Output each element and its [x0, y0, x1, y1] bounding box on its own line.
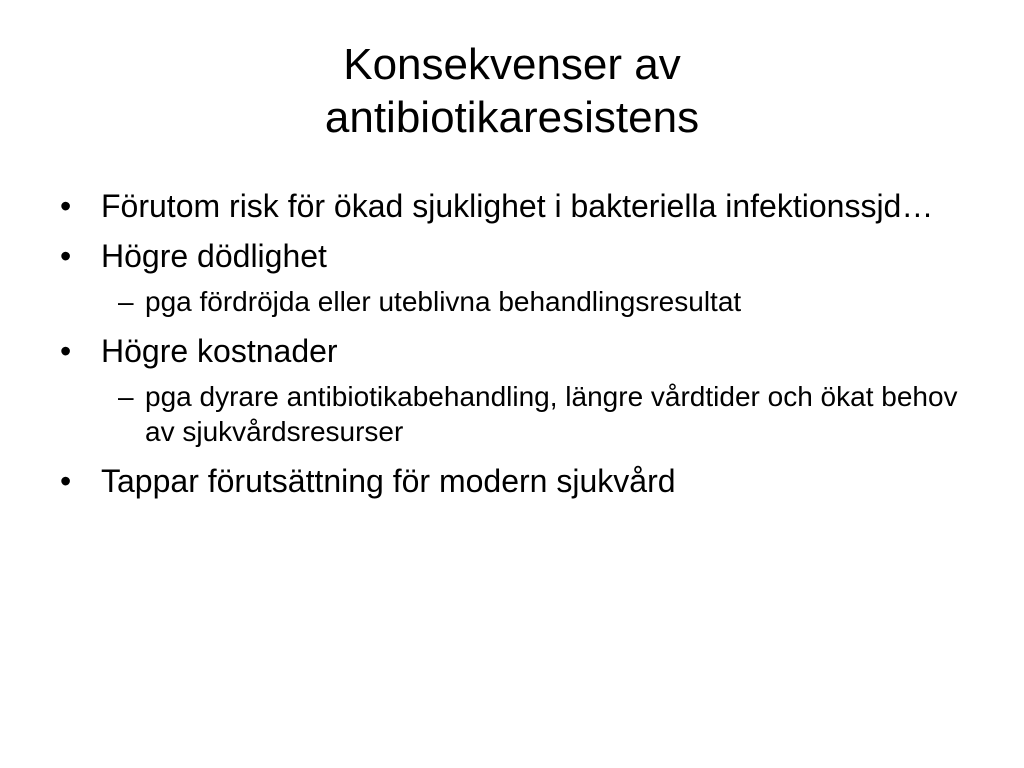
- bullet-marker: •: [60, 238, 72, 274]
- list-item: [60, 331, 990, 371]
- list-item-text: Tappar förutsättning för modern sjukvård: [101, 463, 676, 499]
- list-item-text: Förutom risk för ökad sjuklighet i bakteriella infektionssjd…: [101, 188, 934, 224]
- list-item: [60, 186, 990, 226]
- sub-bullet-marker: –: [118, 381, 134, 412]
- sub-list-item: [60, 284, 990, 319]
- bullet-list: [60, 186, 990, 501]
- bullet-marker: •: [60, 188, 72, 224]
- slide-title-line-1: Konsekvenser av: [343, 40, 681, 89]
- sub-list-item-text: pga dyrare antibiotikabehandling, längre vårdtider och ökat behov av sjukvårdsresurser: [145, 381, 958, 447]
- list-item-text: Högre kostnader: [101, 333, 338, 369]
- list-item: [60, 461, 990, 501]
- slide-title: [0, 38, 1024, 144]
- list-item: [60, 236, 990, 276]
- slide-title-line-2: antibiotikaresistens: [324, 93, 700, 142]
- bullet-marker: •: [60, 333, 72, 369]
- sub-list-item: [60, 379, 990, 449]
- sub-list-item-text: pga fördröjda eller uteblivna behandlingsresultat: [145, 286, 742, 317]
- bullet-marker: •: [60, 463, 72, 499]
- sub-bullet-marker: –: [118, 286, 134, 317]
- list-item-text: Högre dödlighet: [101, 238, 327, 274]
